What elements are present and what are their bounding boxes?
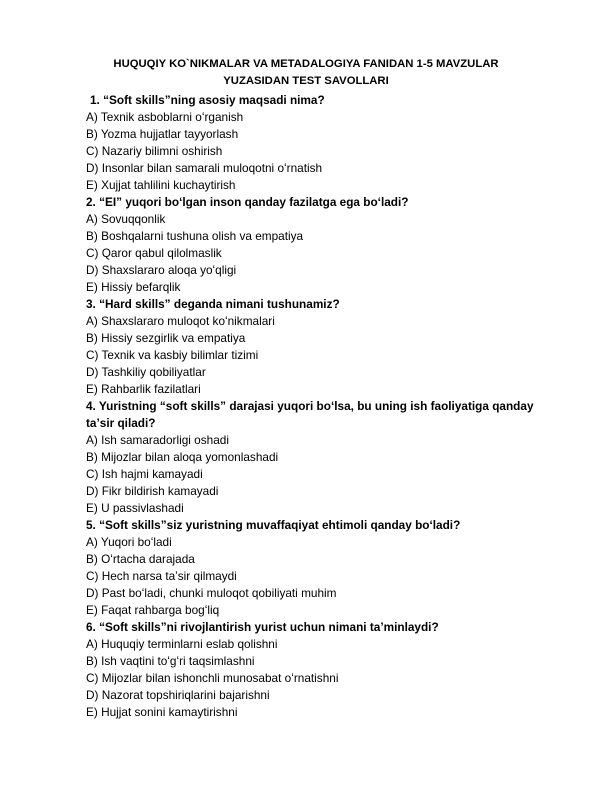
question-block bbox=[86, 517, 546, 619]
answer-option: D) Fikr bildirish kamayadi bbox=[86, 484, 219, 498]
answer-option: A) Yuqori boʻladi bbox=[86, 535, 172, 549]
answer-option: E) Xujjat tahlilini kuchaytirish bbox=[86, 178, 236, 192]
answer-option: C) Ish hajmi kamayadi bbox=[86, 467, 203, 481]
title-line-2: YUZASIDAN TEST SAVOLLARI bbox=[223, 75, 389, 87]
answer-option: C) Nazariy bilimni oshirish bbox=[86, 144, 223, 158]
answer-option: A) Shaxslararo muloqot koʻnikmalari bbox=[86, 314, 275, 328]
answer-option: E) Hujjat sonini kamaytirishni bbox=[86, 705, 238, 719]
answer-option: D) Nazorat topshiriqlarini bajarishni bbox=[86, 688, 270, 702]
answer-option: A) Huquqiy terminlarni eslab qolishni bbox=[86, 637, 278, 651]
title-line-1: HUQUQIY KO`NIKMALAR VA METADALOGIYA FANIDAN 1-5 MAVZULAR bbox=[113, 58, 499, 70]
answer-option: C) Mijozlar bilan ishonchli munosabat oʻrnatishni bbox=[86, 671, 339, 685]
answer-option: A) Ish samaradorligi oshadi bbox=[86, 433, 229, 447]
question-list bbox=[86, 92, 546, 721]
answer-option: E) Rahbarlik fazilatlari bbox=[86, 382, 201, 396]
answer-option: A) Texnik asboblarni oʻrganish bbox=[86, 110, 244, 124]
question-block bbox=[86, 296, 546, 398]
question-block bbox=[86, 194, 546, 296]
question-text: 4. Yuristning “soft skills” darajasi yuqori boʻlsa, bu uning ish faoliyatiga qanday taʼsir qiladi? bbox=[86, 399, 534, 430]
answer-option: B) Ish vaqtini toʻgʻri taqsimlashni bbox=[86, 654, 255, 668]
answer-option: E) Faqat rahbarga bogʻliq bbox=[86, 603, 220, 617]
answer-option: E) Hissiy befarqlik bbox=[86, 280, 181, 294]
question-text: 5. “Soft skills”siz yuristning muvaffaqiyat ehtimoli qanday boʻladi? bbox=[86, 518, 461, 532]
answer-option: C) Texnik va kasbiy bilimlar tizimi bbox=[86, 348, 259, 362]
answer-option: B) Yozma hujjatlar tayyorlash bbox=[86, 127, 239, 141]
answer-option: C) Hech narsa taʼsir qilmaydi bbox=[86, 569, 237, 583]
document-title bbox=[86, 56, 526, 90]
answer-option: D) Insonlar bilan samarali muloqotni oʻrnatish bbox=[86, 161, 323, 175]
question-block bbox=[86, 92, 546, 194]
question-text: 3. “Hard skills” deganda nimani tushunamiz? bbox=[86, 297, 340, 311]
question-text: 2. “EI” yuqori boʻlgan inson qanday fazilatga ega boʻladi? bbox=[86, 195, 409, 209]
answer-option: D) Past boʻladi, chunki muloqot qobiliyati muhim bbox=[86, 586, 337, 600]
answer-option: B) Boshqalarni tushuna olish va empatiya bbox=[86, 229, 304, 243]
answer-option: B) Hissiy sezgirlik va empatiya bbox=[86, 331, 246, 345]
answer-option: C) Qaror qabul qilolmaslik bbox=[86, 246, 222, 260]
question-text: 6. “Soft skills”ni rivojlantirish yurist uchun nimani taʼminlaydi? bbox=[86, 620, 439, 634]
question-text: 1. “Soft skills”ning asosiy maqsadi nima? bbox=[90, 93, 325, 107]
answer-option: E) U passivlashadi bbox=[86, 501, 184, 515]
question-block bbox=[86, 619, 546, 721]
answer-option: D) Shaxslararo aloqa yoʻqligi bbox=[86, 263, 237, 277]
answer-option: A) Sovuqqonlik bbox=[86, 212, 166, 226]
answer-option: B) Oʻrtacha darajada bbox=[86, 552, 195, 566]
answer-option: D) Tashkiliy qobiliyatlar bbox=[86, 365, 206, 379]
question-block bbox=[86, 398, 546, 517]
answer-option: B) Mijozlar bilan aloqa yomonlashadi bbox=[86, 450, 279, 464]
